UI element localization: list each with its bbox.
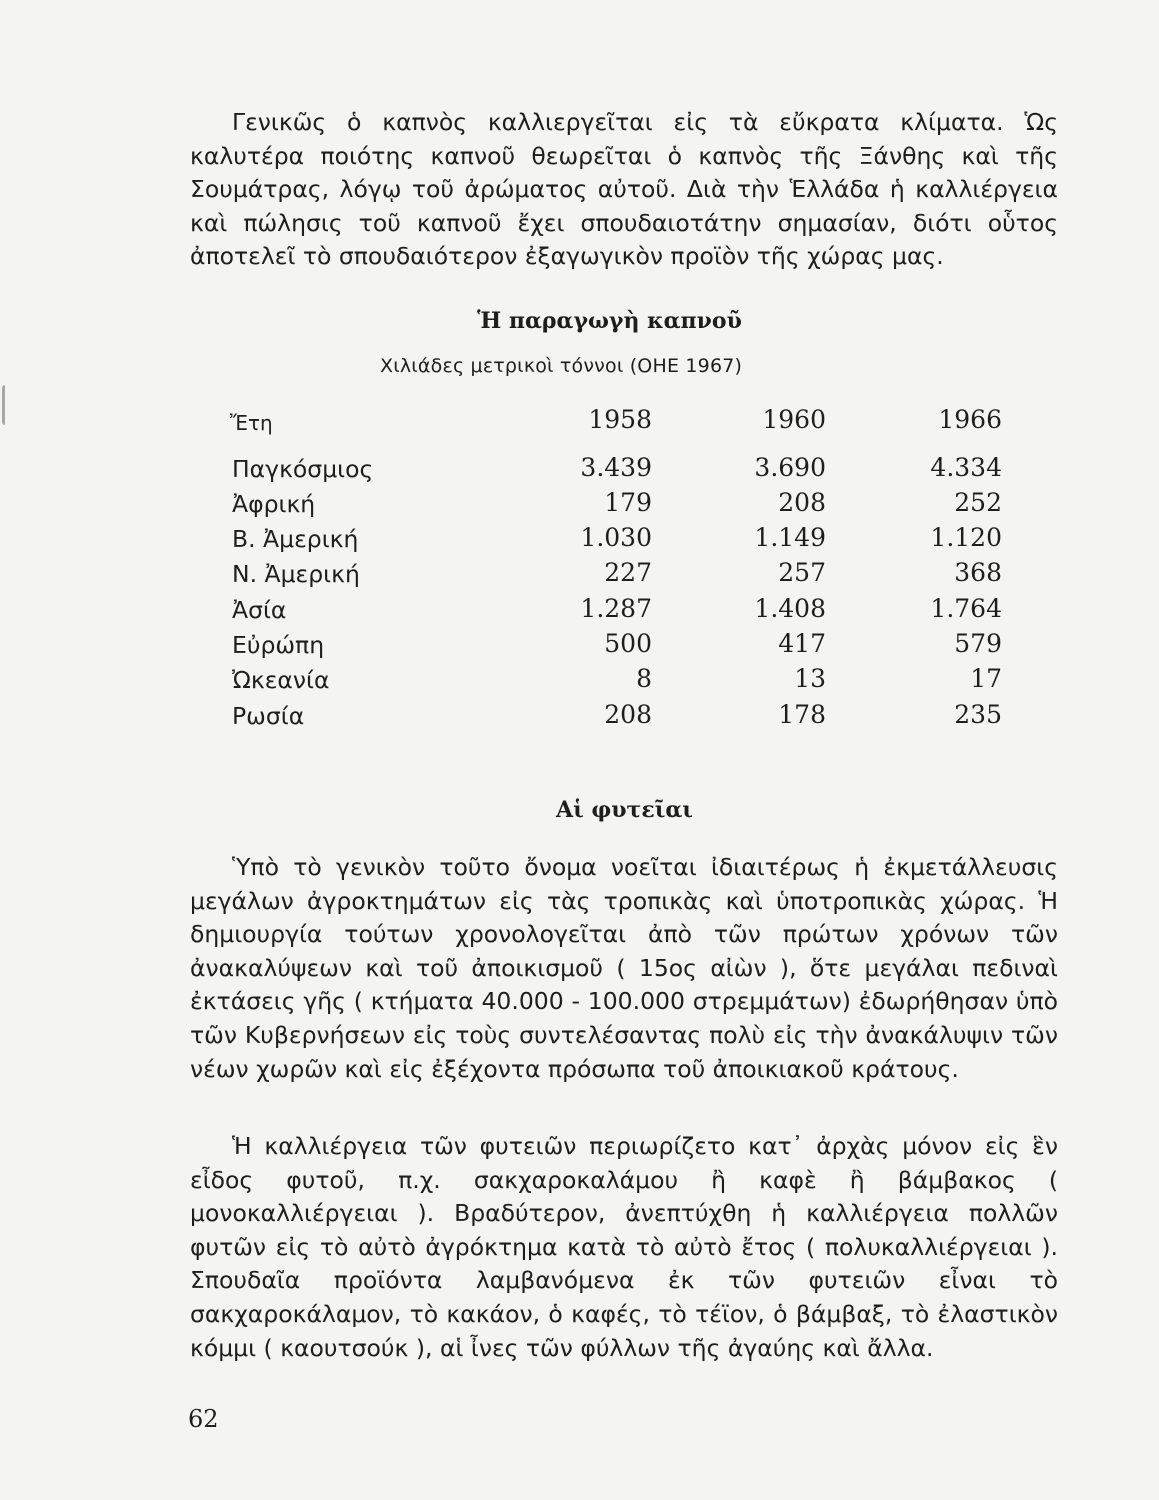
region-name: Παγκόσμιος (232, 455, 374, 483)
units-caption: Χιλιάδες μετρικοὶ τόννοι (ΟΗΕ 1967) (380, 355, 743, 377)
value-1966: 1.120 (930, 523, 1002, 552)
value-1958: 3.439 (580, 453, 652, 482)
table-row (0, 664, 1159, 700)
production-heading: Ἡ παραγωγὴ καπνοῦ (477, 308, 742, 334)
value-1966: 1.764 (930, 594, 1002, 623)
value-1966: 17 (970, 664, 1002, 693)
value-1958: 208 (604, 700, 652, 729)
table-row (0, 523, 1159, 559)
region-name: Ν. Ἀμερική (232, 560, 360, 588)
region-name: Ρωσία (232, 702, 305, 730)
year-1966: 1966 (938, 405, 1002, 434)
region-name: Ἀφρική (232, 490, 316, 518)
value-1966: 235 (954, 700, 1002, 729)
value-1958: 179 (604, 488, 652, 517)
table-header-row (0, 405, 1159, 441)
value-1960: 1.408 (754, 594, 826, 623)
years-label: Ἔτη (230, 411, 273, 435)
page-number: 62 (188, 1405, 219, 1433)
value-1960: 257 (778, 558, 826, 587)
table-row (0, 700, 1159, 736)
value-1958: 500 (604, 629, 652, 658)
value-1960: 13 (794, 664, 826, 693)
table-row (0, 629, 1159, 665)
region-name: Εὐρώπη (232, 631, 325, 659)
plantations-paragraph-2: Ἡ καλλιέργεια τῶν φυτειῶν περιωρίζετο κατ᾽ ἀρχὰς μόνον εἰς ἓν εἶδος φυτοῦ, π.χ. σακχαροκαλάμου ἢ καφὲ ἢ βάμβακος ( μονοκαλλιέργειαι ). Βραδύτερον, ἀνεπτύχθη ἡ καλλιέργεια πολλῶν φυτῶν εἰς τὸ αὐτὸ ἀγρόκτημα κατὰ τὸ αὐτὸ ἔτος ( πολυκαλλιέργειαι ). Σπουδαῖα προϊόντα λαμβανόμενα ἐκ τῶν φυτειῶν εἶναι τὸ σακχαροκάλαμον, τὸ κακάον, ὁ καφές, τὸ τέϊον, ὁ βάμβαξ, τὸ ἐλαστικὸν κόμμι ( καουτσούκ ), αἱ ἶνες τῶν φύλλων τῆς ἀγαύης καὶ ἄλλα. (190, 1132, 1058, 1362)
plantations-paragraph-1: Ὑπὸ τὸ γενικὸν τοῦτο ὄνομα νοεῖται ἰδιαιτέρως ἡ ἐκμετάλλευσις μεγάλων ἀγροκτημάτων εἰς τὰς τροπικὰς καὶ ὑποτροπικὰς χώρας. Ἡ δημιουργία τούτων χρονολογεῖται ἀπὸ τῶν πρώτων χρόνων τῶν ἀνακαλύψεων καὶ τοῦ ἀποικισμοῦ ( 15ος αἰὼν ), ὅτε μεγάλαι πεδιναὶ ἐκτάσεις γῆς ( κτήματα 40.000 - 100.000 στρεμμάτων) ἐδωρήθησαν ὑπὸ τῶν Κυβερνήσεων εἰς τοὺς συντελέσαντας πολὺ εἰς τὴν ἀνακάλυψιν τῶν νέων χωρῶν καὶ εἰς ἐξέχοντα πρόσωπα τοῦ ἀποικιακοῦ κράτους. (190, 853, 1058, 1083)
plantations-heading: Αἱ φυτεῖαι (556, 797, 693, 823)
value-1958: 8 (636, 664, 652, 693)
table-row (0, 488, 1159, 524)
value-1960: 178 (778, 700, 826, 729)
region-name: Ὠκεανία (232, 666, 330, 694)
value-1960: 3.690 (754, 453, 826, 482)
table-row (0, 594, 1159, 630)
value-1958: 227 (604, 558, 652, 587)
table-row (0, 558, 1159, 594)
value-1966: 368 (954, 558, 1002, 587)
region-name: Ἀσία (232, 596, 287, 624)
value-1966: 252 (954, 488, 1002, 517)
value-1960: 208 (778, 488, 826, 517)
value-1958: 1.030 (580, 523, 652, 552)
year-1960: 1960 (762, 405, 826, 434)
year-1958: 1958 (588, 405, 652, 434)
value-1958: 1.287 (580, 594, 652, 623)
region-name: Β. Ἀμερική (232, 525, 359, 553)
value-1966: 579 (954, 629, 1002, 658)
value-1960: 1.149 (754, 523, 826, 552)
value-1960: 417 (778, 629, 826, 658)
value-1966: 4.334 (930, 453, 1002, 482)
intro-paragraph: Γενικῶς ὁ καπνὸς καλλιεργεῖται εἰς τὰ εὔκρατα κλίματα. Ὡς καλυτέρα ποιότης καπνοῦ θεωρεῖται ὁ καπνὸς τῆς Ξάνθης καὶ τῆς Σουμάτρας, λόγῳ τοῦ ἀρώματος αὐτοῦ. Διὰ τὴν Ἑλλάδα ἡ καλλιέργεια καὶ πώλησις τοῦ καπνοῦ ἔχει σπουδαιοτάτην σημασίαν, διότι οὗτος ἀποτελεῖ τὸ σπουδαιότερον ἐξαγωγικὸν προϊὸν τῆς χώρας μας. (190, 108, 1058, 271)
table-row (0, 453, 1159, 489)
